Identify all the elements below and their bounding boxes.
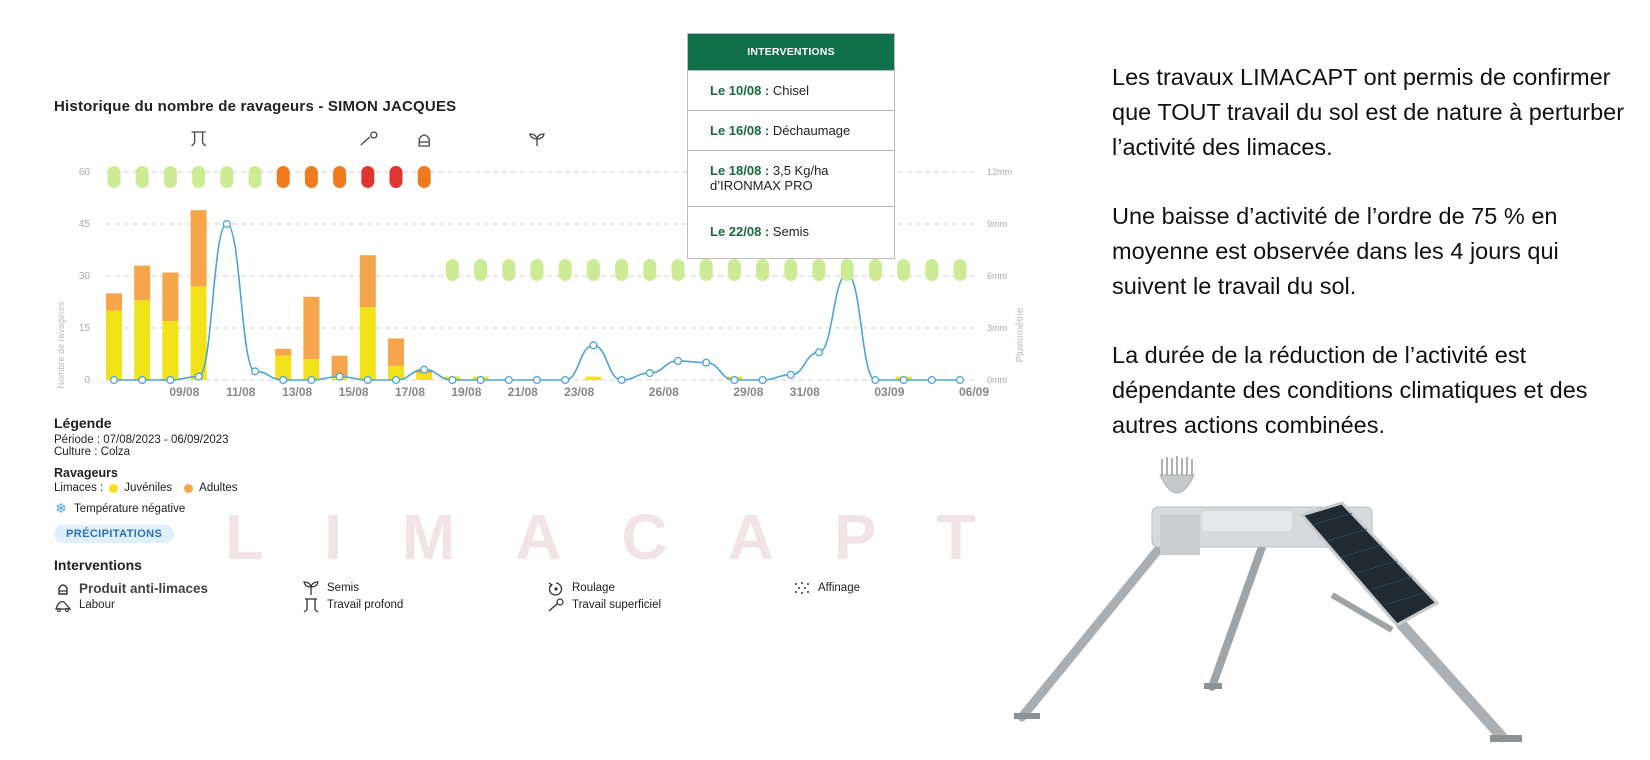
activity-marker: [446, 259, 459, 281]
semis-label: Semis: [327, 582, 359, 594]
y-tick-label: 15: [78, 323, 90, 334]
bar-juveniles: [416, 373, 432, 380]
activity-marker: [531, 259, 544, 281]
intervention-row: [688, 150, 894, 206]
roulage-icon: [547, 580, 565, 596]
bar-adultes: [162, 273, 178, 322]
rain-point: [759, 377, 766, 384]
intervention-date: Le 18/08 :: [710, 163, 770, 178]
snowflake-icon: ❄: [55, 500, 67, 516]
legend: [54, 415, 238, 543]
rain-point: [111, 377, 118, 384]
activity-marker: [164, 166, 177, 188]
activity-marker: [897, 259, 910, 281]
legend-travail-profond: [302, 597, 403, 613]
device-legs: [1014, 545, 1522, 742]
intervention-text: Chisel: [769, 83, 810, 98]
activity-marker: [559, 259, 572, 281]
adultes-swatch: [184, 484, 193, 493]
activity-marker: [390, 166, 403, 188]
rain-point: [505, 377, 512, 384]
bar-juveniles: [162, 321, 178, 380]
travail-superficiel-icon: [547, 597, 565, 613]
rain-point: [449, 377, 456, 384]
y-tick-label: 30: [78, 271, 90, 282]
activity-marker: [474, 259, 487, 281]
activity-marker: [333, 166, 346, 188]
rain-point: [308, 377, 315, 384]
rain-point: [646, 370, 653, 377]
activity-marker: [502, 259, 515, 281]
rain-point: [957, 377, 964, 384]
rain-point: [393, 377, 400, 384]
bar-adultes: [106, 293, 122, 310]
activity-marker: [108, 166, 121, 188]
travail-superficiel-icon: [361, 132, 377, 145]
rain-point: [731, 377, 738, 384]
semis-icon: [530, 134, 544, 146]
rain-point: [816, 349, 823, 356]
x-tick-label: 19/08: [451, 385, 482, 399]
bar-adultes: [275, 349, 291, 356]
produit-anti-limaces-icon: [419, 135, 429, 146]
paragraph-2: Une baisse d’activité de l’ordre de 75 % en moyenne est observée dans les 4 jours qui suivent le travail du sol.: [1112, 203, 1559, 299]
activity-marker: [869, 259, 882, 281]
travail-profond-icon: [302, 597, 320, 613]
affinage-label: Affinage: [818, 582, 860, 594]
intervention-row: [688, 110, 894, 150]
activity-marker: [756, 259, 769, 281]
activity-marker: [925, 259, 938, 281]
rain-point: [364, 377, 371, 384]
rain-point: [928, 377, 935, 384]
y2-tick-label: 6mm: [987, 271, 1007, 281]
x-tick-label: 23/08: [564, 385, 595, 399]
intervention-text: Semis: [769, 224, 809, 239]
legend-periode: Période : 07/08/2023 - 06/09/2023: [54, 434, 229, 446]
interventions-panel-header: INTERVENTIONS: [688, 34, 894, 70]
y-tick-label: 45: [78, 219, 90, 230]
travail-profond-label: Travail profond: [327, 599, 404, 611]
activity-marker: [192, 166, 205, 188]
x-tick-label: 13/08: [282, 385, 313, 399]
x-tick-label: 26/08: [648, 385, 679, 399]
activity-marker: [249, 166, 262, 188]
intervention-date: Le 10/08 :: [710, 83, 770, 98]
x-tick-label: 15/08: [338, 385, 369, 399]
semis-icon: [302, 580, 320, 596]
x-tick-label: 03/09: [874, 385, 905, 399]
x-tick-label: 09/08: [169, 385, 200, 399]
precipitations-badge: PRÉCIPITATIONS: [54, 525, 174, 543]
bar-adultes: [360, 255, 376, 307]
activity-marker: [643, 259, 656, 281]
rain-point: [167, 377, 174, 384]
y2-tick-label: 12mm: [987, 167, 1013, 177]
rain-point: [336, 373, 343, 380]
chart-title: Historique du nombre de ravageurs - SIMON JACQUES: [54, 98, 457, 115]
rain-point: [703, 359, 710, 366]
activity-marker: [700, 259, 713, 281]
rain-point: [252, 368, 259, 375]
roulage-label: Roulage: [572, 582, 615, 594]
juveniles-swatch: [109, 484, 118, 493]
bar-adultes: [303, 297, 319, 359]
y2-tick-label: 3mm: [987, 323, 1007, 333]
interventions-panel: [687, 33, 895, 259]
legend-temperature: Température négative: [74, 502, 186, 515]
bar-adultes: [191, 210, 207, 286]
affinage-icon: [793, 580, 811, 596]
legend-semis: [302, 580, 359, 596]
rain-point: [139, 377, 146, 384]
bar-juveniles: [585, 377, 601, 380]
activity-marker: [305, 166, 318, 188]
legend-adultes: Adultes: [199, 482, 238, 494]
rain-point: [421, 366, 428, 373]
legend-affinage: [793, 580, 860, 596]
rain-point: [562, 377, 569, 384]
legend-limaces-label: Limaces :: [54, 482, 104, 494]
activity-marker: [784, 259, 797, 281]
y-tick-label: 60: [78, 167, 90, 178]
activity-marker: [220, 166, 233, 188]
rain-point: [280, 377, 287, 384]
activity-marker: [277, 166, 290, 188]
x-tick-label: 11/08: [226, 385, 256, 399]
y-tick-label: 0: [84, 375, 90, 386]
bar-juveniles: [106, 311, 122, 380]
legend-ravageurs-title: Ravageurs: [54, 466, 118, 480]
intervention-row: [688, 70, 894, 110]
rain-point: [590, 342, 597, 349]
bar-juveniles: [360, 307, 376, 380]
labour-label: Labour: [79, 599, 115, 611]
y2-axis-label: Pluviométrie: [1015, 307, 1026, 363]
activity-marker: [615, 259, 628, 281]
rain-point: [477, 377, 484, 384]
travail-superficiel-label: Travail superficiel: [572, 599, 662, 611]
intervention-date: Le 16/08 :: [710, 123, 770, 138]
produit-label: Produit anti-limaces: [79, 580, 209, 596]
legend-culture: Culture : Colza: [54, 446, 131, 458]
rain-point: [195, 373, 202, 380]
legend-produit-anti-limaces: [54, 580, 208, 596]
activity-marker: [587, 259, 600, 281]
rain-point: [618, 377, 625, 384]
labour-icon: [54, 597, 72, 613]
watermark-logo: LIMACAPT: [225, 501, 1036, 573]
x-tick-label: 17/08: [394, 385, 426, 399]
legend-labour: [54, 597, 115, 613]
y-axis-label: Nombre de ravageurs: [56, 301, 66, 389]
interventions-legend-title: Interventions: [54, 557, 142, 573]
rain-point: [787, 371, 794, 378]
intervention-date: Le 22/08 :: [710, 224, 770, 239]
x-tick-label: 29/08: [733, 385, 764, 399]
intervention-row: [688, 206, 894, 258]
activity-marker: [841, 259, 854, 281]
legend-juveniles: Juvéniles: [124, 482, 173, 494]
x-tick-label: 06/09: [958, 385, 990, 399]
rain-point: [534, 377, 541, 384]
bar-adultes: [388, 338, 404, 366]
rain-gauge: [1160, 456, 1194, 493]
rain-point: [872, 377, 879, 384]
intervention-text: 3,5 Kg/ha d’IRONMAX PRO: [710, 163, 829, 193]
activity-marker: [813, 259, 826, 281]
y2-tick-label: 0mm: [987, 375, 1007, 385]
travail-profond-icon: [192, 132, 206, 146]
activity-marker: [672, 259, 685, 281]
activity-marker: [954, 259, 967, 281]
limacapt-device-image: [1012, 455, 1552, 755]
activity-marker: [418, 166, 431, 188]
legend-temperature-row: [54, 500, 238, 517]
explanation-text: [1112, 60, 1632, 477]
activity-marker: [136, 166, 149, 188]
x-tick-label: 21/08: [507, 385, 538, 399]
activity-marker: [728, 259, 741, 281]
paragraph-3: La durée de la réduction de l’activité est dépendante des conditions climatiques et des autres actions combinées.: [1112, 342, 1588, 438]
intervention-text: Déchaumage: [769, 123, 851, 138]
rain-point: [223, 221, 230, 228]
bar-juveniles: [134, 300, 150, 380]
produit-anti-limaces-icon: [54, 580, 72, 596]
rain-point: [675, 358, 682, 365]
legend-title: Légende: [54, 415, 112, 431]
legend-roulage: [547, 580, 615, 596]
legend-travail-superficiel: [547, 597, 661, 613]
paragraph-1: Les travaux LIMACAPT ont permis de confirmer que TOUT travail du sol est de nature à perturber l’activité des limaces.: [1112, 64, 1625, 160]
activity-marker: [361, 166, 374, 188]
bar-adultes: [134, 266, 150, 301]
y2-tick-label: 9mm: [987, 219, 1007, 229]
x-tick-label: 31/08: [789, 385, 820, 399]
rain-point: [900, 377, 907, 384]
legend-limaces-row: [54, 482, 238, 494]
